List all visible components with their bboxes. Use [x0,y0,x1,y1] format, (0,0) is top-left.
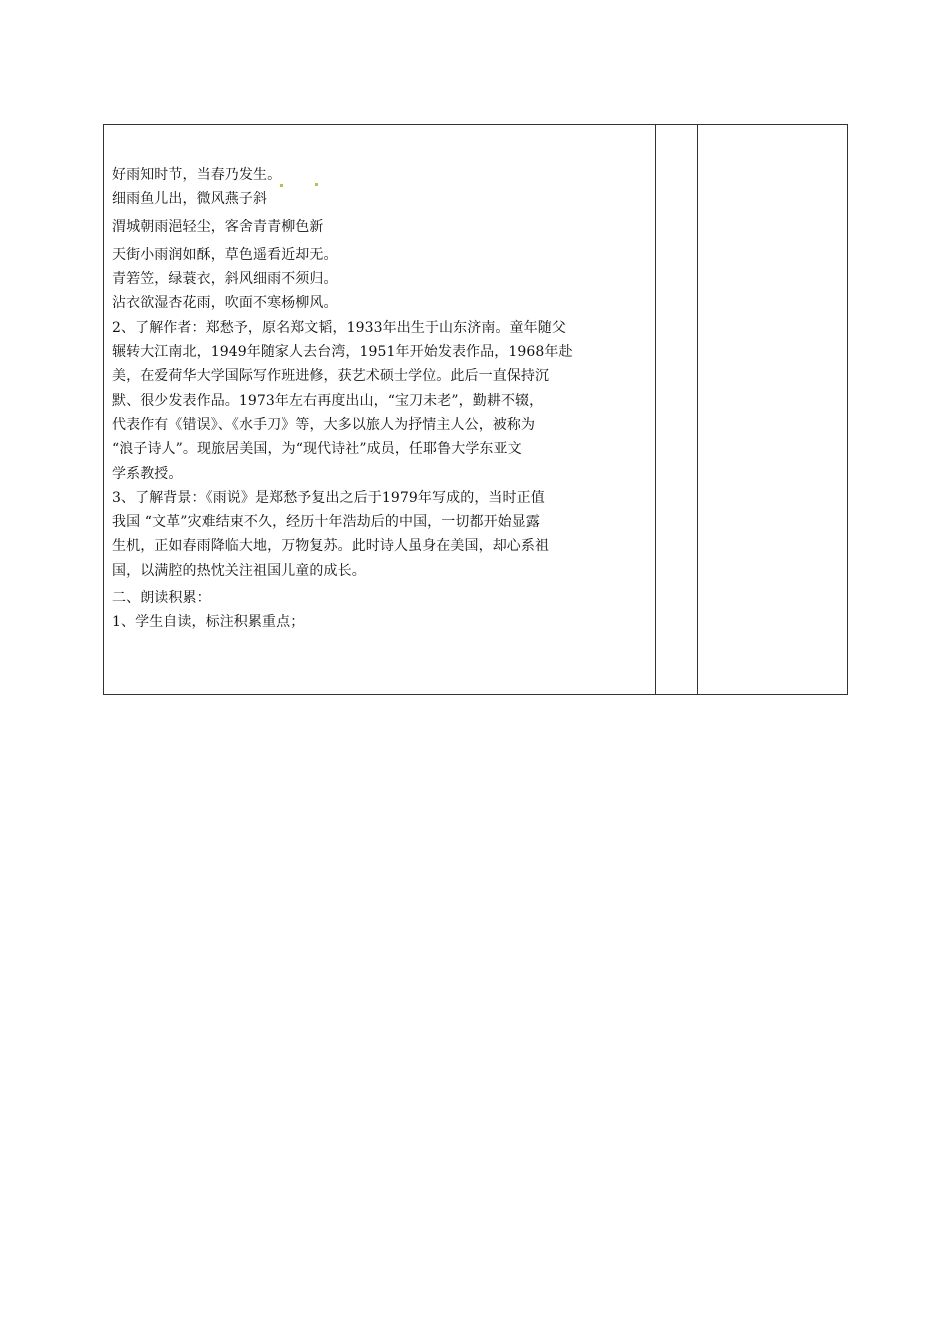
background-paragraph-line: 国，以满腔的热忱关注祖国儿童的成长。 [112,562,366,579]
poem-line: 渭城朝雨浥轻尘，客舍青青柳色新 [112,218,324,235]
section-heading: 二、朗读积累： [112,590,211,607]
lesson-table [103,124,848,695]
author-paragraph-line: 默、很少发表作品。1973年左右再度出山，“宝刀未老”，勤耕不辍， [112,392,544,409]
author-paragraph-line: “浪子诗人”。现旅居美国，为“现代诗社”成员，任耶鲁大学东亚文 [112,441,522,458]
poem-line: 细雨鱼儿出，微风燕子斜 [112,191,268,208]
notes-cell [698,125,847,694]
task-line: 1、学生自读，标注积累重点； [112,614,305,631]
edit-mark [315,183,318,186]
author-paragraph-line: 2、了解作者：郑愁予，原名郑文韬，1933年出生于山东济南。童年随父 [112,319,566,336]
author-paragraph-line: 代表作有《错误》、《水手刀》等，大多以旅人为抒情主人公，被称为 [112,416,536,433]
middle-cell [656,125,698,694]
poem-line: 青箬笠，绿蓑衣，斜风细雨不须归。 [112,271,338,288]
author-paragraph-line: 学系教授。 [112,465,183,482]
poem-line: 天街小雨润如酥，草色遥看近却无。 [112,246,338,263]
poem-line: 沾衣欲湿杏花雨，吹面不寒杨柳风。 [112,295,338,312]
author-paragraph-line: 美，在爱荷华大学国际写作班进修，获艺术硕士学位。此后一直保持沉 [112,368,550,385]
background-paragraph-line: 3、了解背景：《雨说》是郑愁予复出之后于1979年写成的，当时正值 [112,489,545,506]
author-paragraph-line: 辗转大江南北，1949年随家人去台湾，1951年开始发表作品，1968年赴 [112,344,573,361]
content-cell [104,125,656,694]
poem-line: 好雨知时节，当春乃发生。 [112,167,282,183]
background-paragraph-line: 生机，正如春雨降临大地，万物复苏。此时诗人虽身在美国，却心系祖 [112,538,550,555]
background-paragraph-line: 我国 “文革”灾难结束不久，经历十年浩劫后的中国，一切都开始显露 [112,514,540,531]
edit-mark [280,184,283,187]
